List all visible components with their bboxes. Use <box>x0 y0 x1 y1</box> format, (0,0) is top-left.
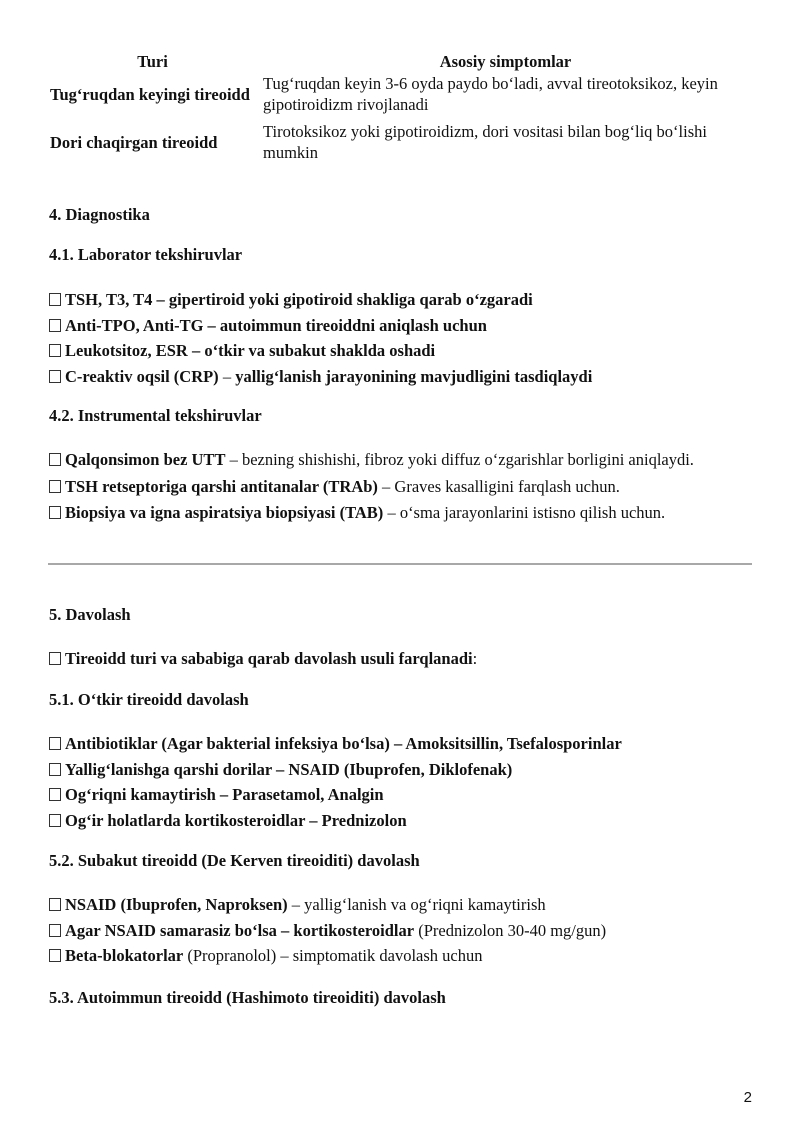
subsection-heading-instrumental: 4.2. Instrumental tekshiruvlar <box>49 406 262 425</box>
missing-glyph-bullet-icon <box>49 480 61 493</box>
symptoms-table <box>46 50 752 164</box>
missing-glyph-bullet-icon <box>49 737 61 750</box>
list-item: Anti-TPO, Anti-TG – autoimmun tireoiddni aniqlash uchun <box>49 313 759 339</box>
list-item: Antibiotiklar (Agar bakterial infeksiya bo‘lsa) – Amoksitsillin, Tsefalosporinlar <box>49 731 759 757</box>
missing-glyph-bullet-icon <box>49 924 61 937</box>
table-header-type: Turi <box>137 51 168 71</box>
section-heading-davolash: 5. Davolash <box>49 605 131 624</box>
missing-glyph-bullet-icon <box>49 763 61 776</box>
list-item: Tireoidd turi va sababiga qarab davolash usuli farqlanadi: <box>49 646 759 672</box>
missing-glyph-bullet-icon <box>49 652 61 665</box>
table-cell-type: Tug‘ruqdan keyingi tireoidd <box>50 84 250 104</box>
horizontal-divider <box>48 563 752 565</box>
subsection-heading-laboratory: 4.1. Laborator tekshiruvlar <box>49 245 243 264</box>
missing-glyph-bullet-icon <box>49 293 61 306</box>
list-item: Og‘ir holatlarda kortikosteroidlar – Prednizolon <box>49 808 759 834</box>
list-item: Beta-blokatorlar (Propranolol) – simptomatik davolash uchun <box>49 943 759 969</box>
table-cell-symptoms: Tug‘ruqdan keyin 3-6 oyda paydo bo‘ladi, avval tireotoksikoz, keyin gipotiroidizm rivojlanadi <box>263 74 718 114</box>
table-row <box>46 116 752 164</box>
laboratory-list <box>49 287 759 389</box>
missing-glyph-bullet-icon <box>49 898 61 911</box>
subacute-treatment-list <box>49 892 759 969</box>
table-cell-symptoms: Tirotoksikoz yoki gipotiroidizm, dori vositasi bilan bog‘liq bo‘lishi mumkin <box>263 122 707 162</box>
list-item: Leukotsitoz, ESR – o‘tkir va subakut shaklda oshadi <box>49 338 759 364</box>
missing-glyph-bullet-icon <box>49 949 61 962</box>
list-item: Agar NSAID samarasiz bo‘lsa – kortikosteroidlar (Prednizolon 30-40 mg/gun) <box>49 918 759 944</box>
missing-glyph-bullet-icon <box>49 814 61 827</box>
missing-glyph-bullet-icon <box>49 344 61 357</box>
missing-glyph-bullet-icon <box>49 506 61 519</box>
table-cell-type: Dori chaqirgan tireoidd <box>50 132 218 152</box>
list-item: Biopsiya va igna aspiratsiya biopsiyasi (TAB) – o‘sma jarayonlarini istisno qilish uchun. <box>49 500 749 526</box>
missing-glyph-bullet-icon <box>49 788 61 801</box>
list-item: Og‘riqni kamaytirish – Parasetamol, Analgin <box>49 782 759 808</box>
section-heading-diagnostika: 4. Diagnostika <box>49 205 150 224</box>
acute-treatment-list <box>49 731 759 833</box>
list-item: TSH, T3, T4 – gipertiroid yoki gipotiroid shakliga qarab o‘zgaradi <box>49 287 759 313</box>
treatment-intro <box>49 646 759 672</box>
subsection-heading-acute: 5.1. O‘tkir tireoidd davolash <box>49 690 249 709</box>
subsection-heading-autoimmune: 5.3. Autoimmun tireoidd (Hashimoto tireoiditi) davolash <box>49 988 446 1007</box>
missing-glyph-bullet-icon <box>49 319 61 332</box>
missing-glyph-bullet-icon <box>49 370 61 383</box>
list-item: TSH retseptoriga qarshi antitanalar (TRAb) – Graves kasalligini farqlash uchun. <box>49 474 749 500</box>
table-row <box>46 72 752 116</box>
subsection-heading-subacute: 5.2. Subakut tireoidd (De Kerven tireoiditi) davolash <box>49 851 420 870</box>
table-header-symptoms: Asosiy simptomlar <box>439 51 572 71</box>
list-item: Yallig‘lanishga qarshi dorilar – NSAID (Ibuprofen, Diklofenak) <box>49 757 759 783</box>
list-item: C-reaktiv oqsil (CRP) – yallig‘lanish jarayonining mavjudligini tasdiqlaydi <box>49 364 759 390</box>
instrumental-list <box>49 449 749 525</box>
list-item: Qalqonsimon bez UTT – bezning shishishi, fibroz yoki diffuz o‘zgarishlar borligini aniqlaydi. <box>49 449 749 471</box>
page-number: 2 <box>743 1089 752 1106</box>
list-item: NSAID (Ibuprofen, Naproksen) – yallig‘lanish va og‘riqni kamaytirish <box>49 892 759 918</box>
missing-glyph-bullet-icon <box>49 453 61 466</box>
